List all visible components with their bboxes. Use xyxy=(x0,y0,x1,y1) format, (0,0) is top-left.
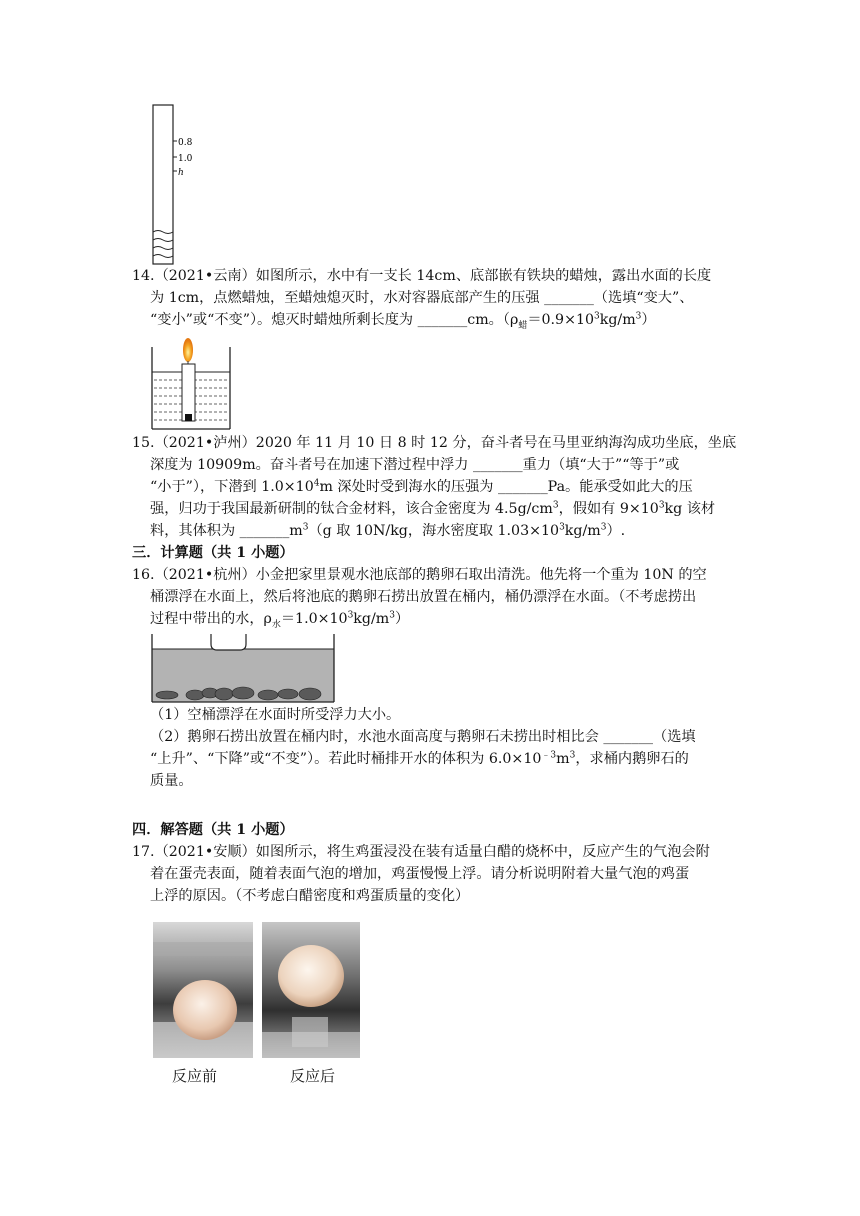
q16-line2: 桶漂浮在水面上，然后将池底的鹅卵石捞出放置在桶内，桶仍漂浮在水面。（不考虑捞出 xyxy=(150,589,697,605)
q17-line2: 着在蛋壳表面，随着表面气泡的增加，鸡蛋慢慢上浮。请分析说明附着大量气泡的鸡蛋 xyxy=(150,866,690,882)
q14-line2: 为 1cm，点燃蜡烛，至蜡烛熄灭时，水对容器底部产生的压强 _______（选填“变大”、 xyxy=(150,290,694,306)
q17-line3: 上浮的原因。（不考虑白醋密度和鸡蛋质量的变化） xyxy=(150,888,470,904)
caption-before-reaction: 反应前 xyxy=(172,1067,218,1085)
pool-figure xyxy=(150,632,336,704)
tube-figure xyxy=(150,104,200,266)
q15-line2: 深度为 10909m。奋斗者号在加速下潜过程中浮力 _______重力（填“大于”“等于”或 xyxy=(150,457,680,473)
q16-part2-end: 质量。 xyxy=(150,773,193,789)
q16-line1: 16.（2021•杭州）小金把家里景观水池底部的鹅卵石取出清洗。他先将一个重为 10N 的空 xyxy=(132,567,707,583)
section-calculation-heading: 三．计算题（共 1 小题） xyxy=(132,545,294,561)
q14-line1: 14.（2021•云南）如图所示，水中有一支长 14cm、底部嵌有铁块的蜡烛，露出水面的长度 xyxy=(132,268,712,284)
q16-part1: （1）空桶漂浮在水面时所受浮力大小。 xyxy=(150,707,401,723)
q15-line1: 15.（2021•泸州）2020 年 11 月 10 日 8 时 12 分，奋斗者号在马里亚纳海沟成功坐底，坐底 xyxy=(132,435,737,451)
q15-line3: “小于”），下潜到 $1.0\times 10^4m$ 深处时受到海水的压强为 _______Pa。能承受如此大的压 xyxy=(150,478,693,495)
q15-line4: 强，归功于我国最新研制的钛合金材料，该合金密度为 $4.5g/cm^3$，假如有 $9\times 10^3kg$ 该材 xyxy=(150,500,716,517)
q15-line5: 料，其体积为 $\_\_\_\_\_\_\_m^3(g$ 取 10N/kg，海水密度取 $1.03\times 10^3kg/m^3$）. xyxy=(150,522,626,539)
egg-photo-before xyxy=(153,922,253,1058)
tube-label-10: 1.0 xyxy=(178,154,193,164)
q16-part2-cont: “上升”、“下降”或“不变”）。若此时桶排开水的体积为 $6.0\times 10^{﹣3}m^3$，求桶内鹅卵石的 xyxy=(150,750,689,767)
section-answer-heading: 四．解答题（共 1 小题） xyxy=(132,822,294,838)
q16-part2: （2）鹅卵石捞出放置在桶内时，水池水面高度与鹅卵石未捞出时相比会 _______（选填 xyxy=(150,729,696,745)
q16-line3: 过程中带出的水，$\rho_水=1.0\times 10^3kg/m^3$） xyxy=(150,610,410,630)
tube-label-h: h xyxy=(178,168,184,178)
tube-label-08: 0.8 xyxy=(178,138,193,148)
q17-line1: 17.（2021•安顺）如图所示，将生鸡蛋浸没在装有适量白醋的烧杯中，反应产生的气泡会附 xyxy=(132,844,710,860)
egg-photo-after xyxy=(262,922,360,1058)
q14-line3: “变小”或“不变”）。熄灭时蜡烛所剩长度为 _______cm。$(\rho_蜡=0.9\times 10^3kg/m^3)$ xyxy=(150,311,656,331)
caption-after-reaction: 反应后 xyxy=(290,1067,336,1085)
candle-figure xyxy=(150,333,234,431)
